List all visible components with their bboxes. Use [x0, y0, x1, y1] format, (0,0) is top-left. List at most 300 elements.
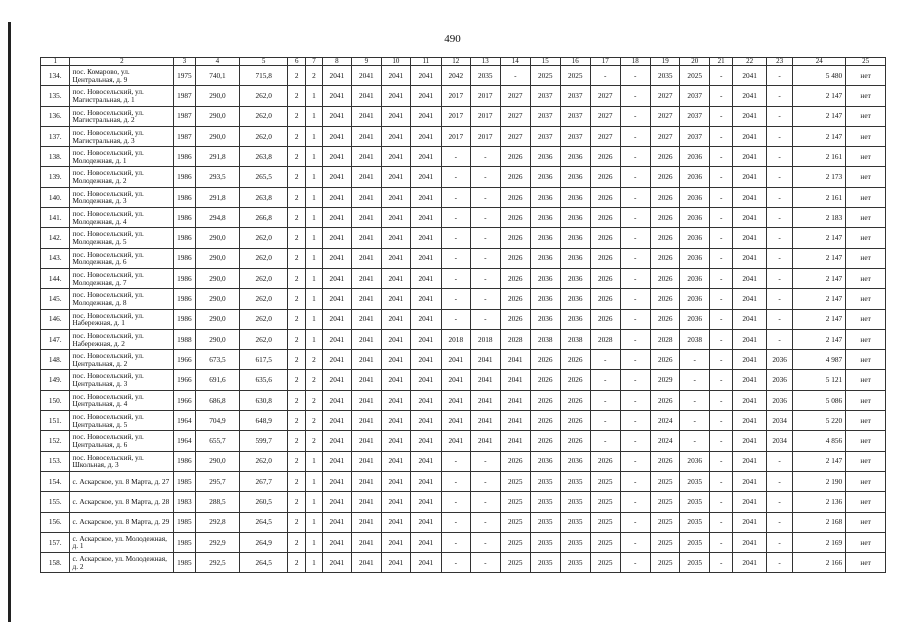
table-cell: 2041: [411, 268, 442, 288]
table-cell: -: [620, 492, 651, 512]
table-cell: -: [680, 390, 709, 410]
table-cell: нет: [846, 86, 886, 106]
table-cell: 2041: [500, 350, 531, 370]
column-number: 8: [322, 58, 351, 66]
table-cell: -: [766, 86, 792, 106]
table-cell: 2037: [680, 126, 709, 146]
table-cell: 262,0: [240, 126, 288, 146]
table-cell: 2026: [651, 289, 680, 309]
table-cell: -: [766, 451, 792, 471]
table-cell: 262,0: [240, 451, 288, 471]
table-cell: -: [620, 553, 651, 573]
table-cell: 2 136: [793, 492, 846, 512]
table-cell: 2041: [381, 268, 410, 288]
page-number: 490: [444, 33, 461, 45]
table-cell: нет: [846, 329, 886, 349]
table-cell: 2 147: [793, 126, 846, 146]
table-cell: 2036: [560, 268, 591, 288]
table-row: [41, 370, 886, 390]
table-cell: 2041: [733, 329, 767, 349]
table-row: [41, 492, 886, 512]
table-cell: 1986: [174, 167, 195, 187]
table-cell: 2036: [766, 370, 792, 390]
table-cell: 2041: [411, 208, 442, 228]
table-cell: 2041: [352, 187, 381, 207]
table-cell: -: [620, 431, 651, 451]
table-cell: 2028: [500, 329, 531, 349]
table-cell: 2041: [352, 66, 381, 86]
table-cell: -: [709, 268, 732, 288]
table-cell: 1983: [174, 492, 195, 512]
table-cell: -: [620, 411, 651, 431]
table-cell: 2: [288, 553, 306, 573]
column-number: 2: [70, 58, 174, 66]
table-cell: -: [709, 126, 732, 146]
table-cell: 158.: [41, 553, 70, 573]
table-cell: 2041: [441, 370, 470, 390]
table-cell: 2: [288, 106, 306, 126]
address-cell: пос. Новосельский, ул. Школьная, д. 3: [70, 451, 174, 471]
table-cell: 2041: [381, 187, 410, 207]
table-cell: 2041: [411, 167, 442, 187]
table-cell: 2041: [441, 390, 470, 410]
address-cell: с. Аскарское, ул. 8 Марта, д. 29: [70, 512, 174, 532]
table-cell: 2041: [322, 411, 351, 431]
table-cell: 2035: [680, 492, 709, 512]
column-number: 1: [41, 58, 70, 66]
table-cell: -: [709, 106, 732, 126]
table-cell: нет: [846, 451, 886, 471]
table-cell: 2041: [411, 411, 442, 431]
address-cell: пос. Новосельский, ул. Набережная, д. 1: [70, 309, 174, 329]
table-cell: 2027: [651, 106, 680, 126]
column-number: 16: [560, 58, 591, 66]
table-cell: 2041: [411, 370, 442, 390]
table-cell: -: [441, 492, 470, 512]
table-cell: 2041: [411, 309, 442, 329]
table-cell: 740,1: [195, 66, 240, 86]
table-row: [41, 289, 886, 309]
table-cell: 2041: [381, 106, 410, 126]
column-number: 20: [680, 58, 709, 66]
table-cell: 2026: [560, 370, 591, 390]
table-cell: 1985: [174, 471, 195, 491]
table-cell: 2041: [411, 390, 442, 410]
table-cell: 1: [306, 451, 322, 471]
table-cell: 2037: [680, 106, 709, 126]
table-row: [41, 512, 886, 532]
table-cell: 2036: [560, 208, 591, 228]
table-cell: 2036: [531, 208, 560, 228]
table-cell: 2041: [500, 370, 531, 390]
table-row: [41, 228, 886, 248]
table-cell: -: [766, 167, 792, 187]
table-cell: 1966: [174, 370, 195, 390]
table-cell: 2026: [560, 411, 591, 431]
table-cell: 2041: [733, 248, 767, 268]
table-cell: 2035: [560, 553, 591, 573]
table-cell: -: [620, 167, 651, 187]
table-cell: -: [709, 329, 732, 349]
table-cell: -: [709, 411, 732, 431]
table-cell: 2025: [500, 471, 531, 491]
column-number: 3: [174, 58, 195, 66]
table-row: [41, 431, 886, 451]
table-cell: 2041: [322, 471, 351, 491]
table-cell: 2041: [733, 492, 767, 512]
table-cell: -: [709, 208, 732, 228]
table-cell: нет: [846, 431, 886, 451]
address-cell: пос. Новосельский, ул. Магистральная, д. 3: [70, 126, 174, 146]
table-cell: -: [709, 390, 732, 410]
table-cell: 2041: [733, 228, 767, 248]
table-cell: 1987: [174, 126, 195, 146]
table-cell: 704,9: [195, 411, 240, 431]
table-cell: 2: [288, 329, 306, 349]
table-cell: 290,0: [195, 86, 240, 106]
table-cell: -: [680, 431, 709, 451]
table-cell: 2041: [411, 350, 442, 370]
table-cell: 1: [306, 289, 322, 309]
table-cell: нет: [846, 553, 886, 573]
table-cell: 2: [288, 370, 306, 390]
address-cell: пос. Новосельский, ул. Молодежная, д. 6: [70, 248, 174, 268]
table-cell: 290,0: [195, 268, 240, 288]
table-cell: -: [766, 248, 792, 268]
table-cell: 2041: [733, 268, 767, 288]
table-cell: 2018: [441, 329, 470, 349]
table-cell: 1986: [174, 309, 195, 329]
table-cell: 2041: [381, 553, 410, 573]
table-cell: 2035: [680, 532, 709, 552]
table-cell: 2035: [531, 512, 560, 532]
table-cell: 2017: [471, 86, 500, 106]
table-cell: 142.: [41, 228, 70, 248]
table-cell: 262,0: [240, 329, 288, 349]
table-cell: 2041: [733, 66, 767, 86]
table-cell: 2041: [352, 492, 381, 512]
table-cell: 293,5: [195, 167, 240, 187]
table-cell: 2027: [500, 86, 531, 106]
table-cell: 2035: [680, 553, 709, 573]
table-cell: 599,7: [240, 431, 288, 451]
table-cell: 2025: [500, 512, 531, 532]
table-cell: -: [620, 228, 651, 248]
table-cell: нет: [846, 106, 886, 126]
table-cell: 263,8: [240, 187, 288, 207]
table-cell: 262,0: [240, 289, 288, 309]
table-cell: 2037: [531, 106, 560, 126]
table-cell: 290,0: [195, 309, 240, 329]
table-cell: 2041: [322, 492, 351, 512]
table-cell: 2 147: [793, 268, 846, 288]
table-cell: нет: [846, 66, 886, 86]
table-cell: 2041: [381, 532, 410, 552]
table-cell: -: [709, 187, 732, 207]
table-cell: 2041: [733, 187, 767, 207]
table-cell: 2041: [500, 431, 531, 451]
table-row: [41, 187, 886, 207]
table-cell: -: [441, 268, 470, 288]
address-cell: пос. Новосельский, ул. Молодежная, д. 3: [70, 187, 174, 207]
table-cell: 2041: [322, 512, 351, 532]
table-cell: 2041: [352, 86, 381, 106]
table-cell: 2: [288, 167, 306, 187]
table-cell: 2: [288, 492, 306, 512]
table-cell: -: [766, 553, 792, 573]
table-cell: -: [471, 492, 500, 512]
table-cell: 2038: [680, 329, 709, 349]
table-cell: -: [471, 268, 500, 288]
table-cell: 2036: [680, 268, 709, 288]
table-cell: 2041: [352, 126, 381, 146]
table-cell: 2036: [680, 208, 709, 228]
table-cell: -: [591, 431, 620, 451]
table-cell: -: [766, 208, 792, 228]
address-cell: пос. Новосельский, ул. Центральная, д. 5: [70, 411, 174, 431]
table-cell: 2 147: [793, 329, 846, 349]
table-cell: 151.: [41, 411, 70, 431]
table-cell: 2 161: [793, 147, 846, 167]
table-cell: 2025: [500, 492, 531, 512]
table-cell: 2036: [531, 187, 560, 207]
table-cell: 2036: [531, 289, 560, 309]
table-cell: -: [620, 208, 651, 228]
table-cell: нет: [846, 147, 886, 167]
table-cell: 2041: [352, 350, 381, 370]
table-cell: 691,6: [195, 370, 240, 390]
table-cell: 2041: [733, 553, 767, 573]
table-row: [41, 147, 886, 167]
table-cell: нет: [846, 126, 886, 146]
table-cell: 2041: [322, 228, 351, 248]
table-cell: 2041: [381, 208, 410, 228]
table-cell: 2026: [591, 208, 620, 228]
table-cell: 2036: [680, 167, 709, 187]
table-cell: -: [441, 471, 470, 491]
table-cell: 1986: [174, 451, 195, 471]
table-cell: 2041: [381, 167, 410, 187]
table-cell: -: [766, 289, 792, 309]
table-cell: 2 147: [793, 451, 846, 471]
table-cell: 2 166: [793, 553, 846, 573]
table-cell: 2041: [352, 553, 381, 573]
column-number: 22: [733, 58, 767, 66]
table-cell: -: [680, 370, 709, 390]
table-cell: 2041: [733, 350, 767, 370]
table-cell: 2036: [531, 147, 560, 167]
table-row: [41, 208, 886, 228]
table-cell: 2041: [733, 147, 767, 167]
table-cell: 2041: [411, 431, 442, 451]
table-cell: 2041: [411, 187, 442, 207]
table-row: [41, 532, 886, 552]
table-cell: -: [441, 208, 470, 228]
column-number: 24: [793, 58, 846, 66]
table-cell: 2 190: [793, 471, 846, 491]
table-row: [41, 167, 886, 187]
table-cell: 2026: [651, 167, 680, 187]
table-cell: 2035: [560, 532, 591, 552]
table-cell: 2026: [560, 431, 591, 451]
table-cell: 2041: [411, 471, 442, 491]
table-cell: 2025: [651, 471, 680, 491]
table-cell: 2027: [500, 126, 531, 146]
table-row: [41, 553, 886, 573]
table-cell: -: [620, 451, 651, 471]
table-cell: 2034: [766, 411, 792, 431]
address-cell: с. Аскарское, ул. Молодежная, д. 1: [70, 532, 174, 552]
table-cell: 2: [306, 390, 322, 410]
table-cell: нет: [846, 512, 886, 532]
table-cell: 5 086: [793, 390, 846, 410]
address-cell: пос. Новосельский, ул. Набережная, д. 2: [70, 329, 174, 349]
table-cell: 2041: [322, 553, 351, 573]
table-cell: 2: [288, 268, 306, 288]
table-cell: 2036: [680, 228, 709, 248]
table-cell: -: [471, 532, 500, 552]
table-cell: 2041: [381, 451, 410, 471]
table-cell: 2017: [471, 126, 500, 146]
table-cell: 2041: [352, 431, 381, 451]
table-cell: 655,7: [195, 431, 240, 451]
table-cell: 145.: [41, 289, 70, 309]
table-cell: 5 220: [793, 411, 846, 431]
table-cell: 2036: [766, 350, 792, 370]
table-cell: -: [441, 451, 470, 471]
table-cell: 2041: [352, 370, 381, 390]
table-cell: 4 987: [793, 350, 846, 370]
table-cell: -: [620, 248, 651, 268]
table-cell: 2041: [411, 86, 442, 106]
table-cell: 2028: [591, 329, 620, 349]
table-cell: 2041: [322, 208, 351, 228]
table-cell: 2041: [733, 471, 767, 491]
table-cell: 288,5: [195, 492, 240, 512]
column-number: 17: [591, 58, 620, 66]
table-cell: 1986: [174, 187, 195, 207]
table-cell: 2041: [733, 86, 767, 106]
table-cell: -: [766, 228, 792, 248]
table-cell: 290,0: [195, 289, 240, 309]
table-cell: -: [471, 187, 500, 207]
table-cell: 2041: [471, 350, 500, 370]
table-cell: 2025: [651, 512, 680, 532]
table-cell: 2036: [680, 187, 709, 207]
table-cell: -: [620, 268, 651, 288]
table-cell: 1: [306, 492, 322, 512]
address-cell: пос. Новосельский, ул. Молодежная, д. 2: [70, 167, 174, 187]
column-number: 25: [846, 58, 886, 66]
table-cell: 2041: [381, 66, 410, 86]
address-cell: с. Аскарское, ул. 8 Марта, д. 27: [70, 471, 174, 491]
table-cell: 144.: [41, 268, 70, 288]
table-cell: нет: [846, 248, 886, 268]
table-row: [41, 248, 886, 268]
column-number: 13: [471, 58, 500, 66]
table-cell: -: [471, 147, 500, 167]
table-cell: 2041: [381, 471, 410, 491]
table-cell: 2: [306, 350, 322, 370]
table-cell: 2037: [680, 86, 709, 106]
table-cell: 2025: [651, 553, 680, 573]
table-cell: -: [441, 553, 470, 573]
table-cell: 290,0: [195, 106, 240, 126]
table-cell: -: [766, 329, 792, 349]
table-cell: 2041: [411, 126, 442, 146]
table-cell: -: [709, 289, 732, 309]
table-cell: 5 121: [793, 370, 846, 390]
table-row: [41, 451, 886, 471]
table-cell: 290,0: [195, 451, 240, 471]
table-cell: 143.: [41, 248, 70, 268]
table-cell: нет: [846, 268, 886, 288]
table-cell: -: [591, 411, 620, 431]
table-cell: 2026: [500, 248, 531, 268]
table-cell: 2037: [560, 106, 591, 126]
table-cell: 2041: [733, 289, 767, 309]
table-cell: 2041: [411, 248, 442, 268]
table-cell: 1: [306, 532, 322, 552]
table-cell: 2: [288, 451, 306, 471]
table-row: [41, 411, 886, 431]
table-cell: 2036: [531, 228, 560, 248]
table-cell: 2042: [441, 66, 470, 86]
table-cell: 1986: [174, 228, 195, 248]
table-cell: 141.: [41, 208, 70, 228]
table-cell: 140.: [41, 187, 70, 207]
table-cell: -: [620, 390, 651, 410]
table-cell: -: [709, 451, 732, 471]
table-cell: 2041: [322, 431, 351, 451]
table-cell: 149.: [41, 370, 70, 390]
table-cell: 2041: [733, 126, 767, 146]
table-row: [41, 471, 886, 491]
table-cell: нет: [846, 208, 886, 228]
table-cell: -: [620, 106, 651, 126]
table-cell: 1: [306, 329, 322, 349]
table-cell: нет: [846, 167, 886, 187]
column-number: 12: [441, 58, 470, 66]
table-cell: 2041: [352, 106, 381, 126]
table-cell: 2 147: [793, 309, 846, 329]
table-cell: 155.: [41, 492, 70, 512]
table-cell: 2026: [651, 268, 680, 288]
table-cell: 2025: [560, 66, 591, 86]
table-cell: 262,0: [240, 268, 288, 288]
column-number: 4: [195, 58, 240, 66]
table-cell: 2: [288, 289, 306, 309]
table-cell: 2: [288, 86, 306, 106]
table-cell: 2026: [651, 187, 680, 207]
table-cell: 2041: [352, 208, 381, 228]
address-cell: пос. Комарово, ул. Центральная, д. 9: [70, 66, 174, 86]
table-cell: 2: [288, 126, 306, 146]
table-cell: 2025: [591, 512, 620, 532]
table-cell: 2025: [651, 532, 680, 552]
table-cell: 2036: [560, 228, 591, 248]
table-cell: 2041: [411, 106, 442, 126]
table-cell: нет: [846, 289, 886, 309]
table-cell: 2: [288, 411, 306, 431]
table-cell: 2041: [352, 471, 381, 491]
table-cell: 2036: [560, 309, 591, 329]
table-cell: 2035: [531, 532, 560, 552]
table-cell: 2041: [381, 350, 410, 370]
table-cell: 2: [306, 66, 322, 86]
table-cell: 2025: [591, 471, 620, 491]
table-cell: -: [471, 309, 500, 329]
